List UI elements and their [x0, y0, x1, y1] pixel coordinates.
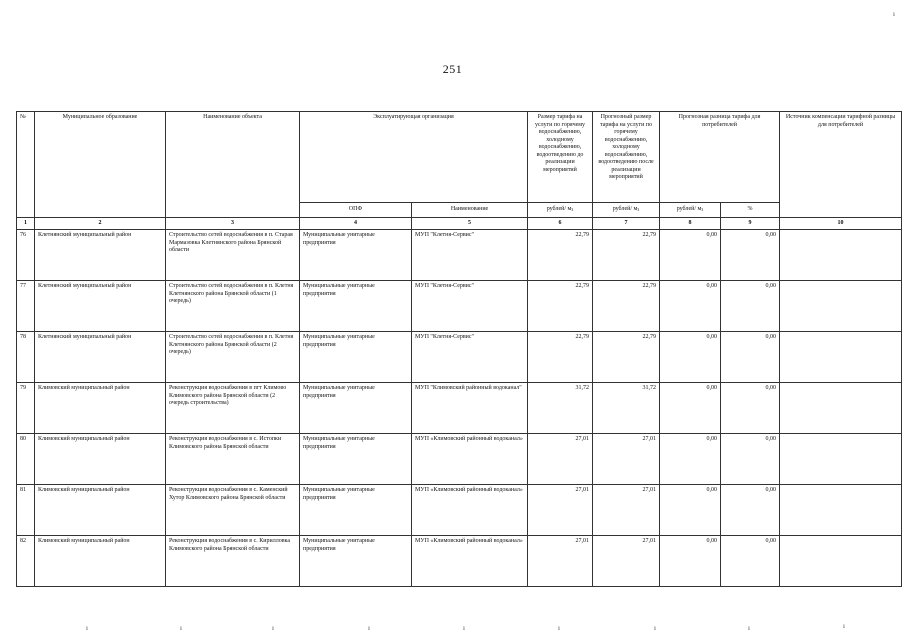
header-operator: Эксплуатирующая организация [300, 112, 528, 203]
source-cell [780, 536, 902, 587]
column-number: 8 [660, 218, 721, 230]
object-cell: Строительство сетей водоснабжения в п. Старая Мармазовка Клетнянского района Брянской области [166, 230, 300, 281]
object-cell: Реконструкция водоснабжения в с. Каменский Хутор Климовского района Брянской области [166, 485, 300, 536]
organization-cell: МУП "Клетня-Сервис" [412, 281, 528, 332]
difference-percent-cell: 0,00 [721, 332, 780, 383]
forecast-cell: 22,79 [593, 281, 660, 332]
column-number: 2 [35, 218, 166, 230]
tariff-table [16, 111, 902, 587]
opf-cell: Муниципальные унитарные предприятия [300, 332, 412, 383]
table-row [17, 281, 902, 332]
difference-rub-cell: 0,00 [660, 536, 721, 587]
tariff-cell: 22,79 [528, 332, 593, 383]
organization-cell: МУП "Климовский районный водоканал" [412, 383, 528, 434]
tariff-cell: 27,01 [528, 434, 593, 485]
column-number: 9 [721, 218, 780, 230]
opf-cell: Муниципальные унитарные предприятия [300, 281, 412, 332]
tariff-cell: 22,79 [528, 230, 593, 281]
tariff-cell: 27,01 [528, 536, 593, 587]
tariff-cell: 31,72 [528, 383, 593, 434]
difference-percent-cell: 0,00 [721, 485, 780, 536]
object-cell: Реконструкция водоснабжения в пгт Климово Климовского района Брянской области (2 очередь строительства) [166, 383, 300, 434]
object-cell: Реконструкция водоснабжения в с. Кирилловка Климовского района Брянской области [166, 536, 300, 587]
forecast-cell: 31,72 [593, 383, 660, 434]
header-no: № [17, 112, 35, 218]
organization-cell: МУП «Климовский районный водоканал» [412, 485, 528, 536]
subheader-name: Наименование [412, 203, 528, 218]
table-row [17, 230, 902, 281]
column-number: 3 [166, 218, 300, 230]
header-forecast: Прогнозный размер тарифа на услуги по горячему водоснабжению, холодному водоснабжению, водоотведению после реализации мероприятий [593, 112, 660, 203]
municipality-cell: Клетнянский муниципальный район [35, 281, 166, 332]
municipality-cell: Климовский муниципальный район [35, 383, 166, 434]
forecast-cell: 27,01 [593, 485, 660, 536]
difference-rub-cell: 0,00 [660, 485, 721, 536]
organization-cell: МУП "Клетня-Сервис" [412, 230, 528, 281]
forecast-cell: 22,79 [593, 332, 660, 383]
table-row [17, 383, 902, 434]
subheader-unit-forecast: рублей/ $м^3$ [593, 203, 660, 218]
header-difference: Прогнозная разница тарифа для потребителей [660, 112, 780, 203]
tariff-cell: 27,01 [528, 485, 593, 536]
difference-rub-cell: 0,00 [660, 434, 721, 485]
row-number: 78 [17, 332, 35, 383]
object-cell: Строительство сетей водоснабжения в п. Клетня Клетнянского района Брянской области (2 очередь) [166, 332, 300, 383]
table-row [17, 332, 902, 383]
difference-rub-cell: 0,00 [660, 281, 721, 332]
difference-percent-cell: 0,00 [721, 434, 780, 485]
row-number: 82 [17, 536, 35, 587]
source-cell [780, 485, 902, 536]
opf-cell: Муниципальные унитарные предприятия [300, 536, 412, 587]
subheader-opf: ОПФ [300, 203, 412, 218]
column-number: 10 [780, 218, 902, 230]
difference-rub-cell: 0,00 [660, 230, 721, 281]
table-row [17, 434, 902, 485]
object-cell: Реконструкция водоснабжения в с. Истопки Климовского района Брянской области [166, 434, 300, 485]
object-cell: Строительство сетей водоснабжения в п. Клетня Клетнянского района Брянской области (1 очередь) [166, 281, 300, 332]
source-cell [780, 281, 902, 332]
header-sources: Источник компенсации тарифной разницы для потребителей [780, 112, 902, 218]
subheader-percent: % [721, 203, 780, 218]
forecast-cell: 22,79 [593, 230, 660, 281]
opf-cell: Муниципальные унитарные предприятия [300, 383, 412, 434]
forecast-cell: 27,01 [593, 536, 660, 587]
header-tariff: Размер тарифа на услуги по горячему водоснабжению, холодному водоснабжению, водоотведению до реализации мероприятий [528, 112, 593, 203]
row-number: 79 [17, 383, 35, 434]
column-number: 6 [528, 218, 593, 230]
header-municipality: Муниципальное образование [35, 112, 166, 218]
source-cell [780, 434, 902, 485]
table-row [17, 536, 902, 587]
forecast-cell: 27,01 [593, 434, 660, 485]
row-number: 81 [17, 485, 35, 536]
organization-cell: МУП "Клетня-Сервис" [412, 332, 528, 383]
municipality-cell: Климовский муниципальный район [35, 434, 166, 485]
header-object-name: Наименование объекта [166, 112, 300, 218]
municipality-cell: Клетнянский муниципальный район [35, 332, 166, 383]
organization-cell: МУП «Климовский районный водоканал» [412, 434, 528, 485]
opf-cell: Муниципальные унитарные предприятия [300, 485, 412, 536]
difference-rub-cell: 0,00 [660, 383, 721, 434]
column-number: 7 [593, 218, 660, 230]
header-row [17, 112, 902, 203]
subheader-unit-difference: рублей/ $м^3$ [660, 203, 721, 218]
source-cell [780, 332, 902, 383]
column-number: 1 [17, 218, 35, 230]
tariff-cell: 22,79 [528, 281, 593, 332]
row-number: 77 [17, 281, 35, 332]
table-row [17, 485, 902, 536]
municipality-cell: Клетнянский муниципальный район [35, 230, 166, 281]
difference-percent-cell: 0,00 [721, 281, 780, 332]
column-number-row [17, 218, 902, 230]
difference-percent-cell: 0,00 [721, 230, 780, 281]
source-cell [780, 383, 902, 434]
organization-cell: МУП «Климовский районный водоканал» [412, 536, 528, 587]
column-number: 4 [300, 218, 412, 230]
opf-cell: Муниципальные унитарные предприятия [300, 230, 412, 281]
municipality-cell: Климовский муниципальный район [35, 536, 166, 587]
opf-cell: Муниципальные унитарные предприятия [300, 434, 412, 485]
column-number: 5 [412, 218, 528, 230]
row-number: 76 [17, 230, 35, 281]
subheader-unit-tariff: рублей/ $м^3$ [528, 203, 593, 218]
municipality-cell: Климовский муниципальный район [35, 485, 166, 536]
difference-percent-cell: 0,00 [721, 383, 780, 434]
difference-rub-cell: 0,00 [660, 332, 721, 383]
source-cell [780, 230, 902, 281]
row-number: 80 [17, 434, 35, 485]
page-number: 251 [442, 62, 463, 76]
difference-percent-cell: 0,00 [721, 536, 780, 587]
